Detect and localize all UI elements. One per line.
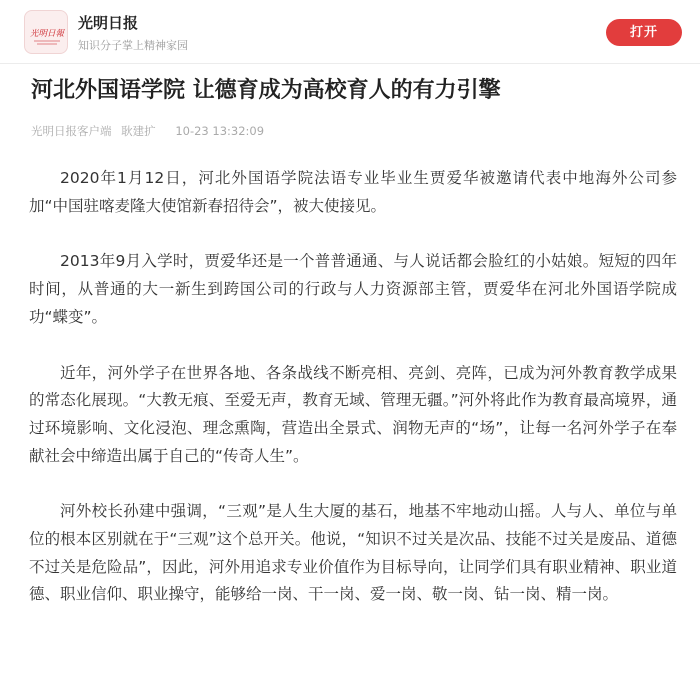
article-timestamp: 10-23 13:32:09 — [175, 124, 265, 138]
article-body — [29, 165, 677, 637]
article-paragraph: 河外校长孙建中强调，“三观”是人生大厦的基石，地基不牢地动山摇。人与人、单位与单位的根本区别就在于“三观”这个总开关。他说，“知识不过关是次品、技能不过关是废品、道德不过关是危险品”，因此，河外用追求专业价值作为目标导向，让同学们具有职业精神、职业道德、职业信仰、职业操守，能够给一岗、干一岗、爱一岗、敬一岗、钻一岗、精一岗。 — [29, 502, 677, 604]
article-paragraph: 2013年9月入学时，贾爱华还是一个普普通通、与人说话都会脸红的小姑娘。短短的四年时间，从普通的大一新生到跨国公司的行政与人力资源部主管，贾爱华在河北外国语学院成功“蝶变”。 — [29, 252, 677, 326]
logo-calligraphy: 光明日報 — [29, 29, 65, 39]
article-paragraph: 近年，河外学子在世界各地、各条战线不断亮相、亮剑、亮阵，已成为河外教育教学成果的常态化展现。“大教无痕、至爱无声，教育无域、管理无疆。”河外将此作为教育最高境界，通过环境影响、文化浸泡、理念熏陶，营造出全景式、润物无声的“场”，让每一名河外学子在奉献社会中缔造出属于自己的“传奇人生”。 — [29, 363, 677, 465]
article-source[interactable]: 光明日报客户端 — [31, 124, 112, 138]
app-name: 光明日报 — [78, 14, 139, 32]
app-slogan: 知识分子掌上精神家园 — [78, 39, 188, 52]
article-title: 河北外国语学院 让德育成为高校育人的有力引擎 — [31, 78, 501, 103]
app-download-banner — [0, 0, 700, 64]
article-paragraph: 2020年1月12日，河北外国语学院法语专业毕业生贾爱华被邀请代表中地海外公司参加“中国驻喀麦隆大使馆新春招待会”，被大使接见。 — [29, 169, 677, 215]
open-app-button[interactable]: 打开 — [606, 19, 682, 46]
app-logo — [24, 10, 68, 54]
article-meta — [31, 123, 264, 139]
article-author: 耿建扩 — [121, 124, 156, 138]
